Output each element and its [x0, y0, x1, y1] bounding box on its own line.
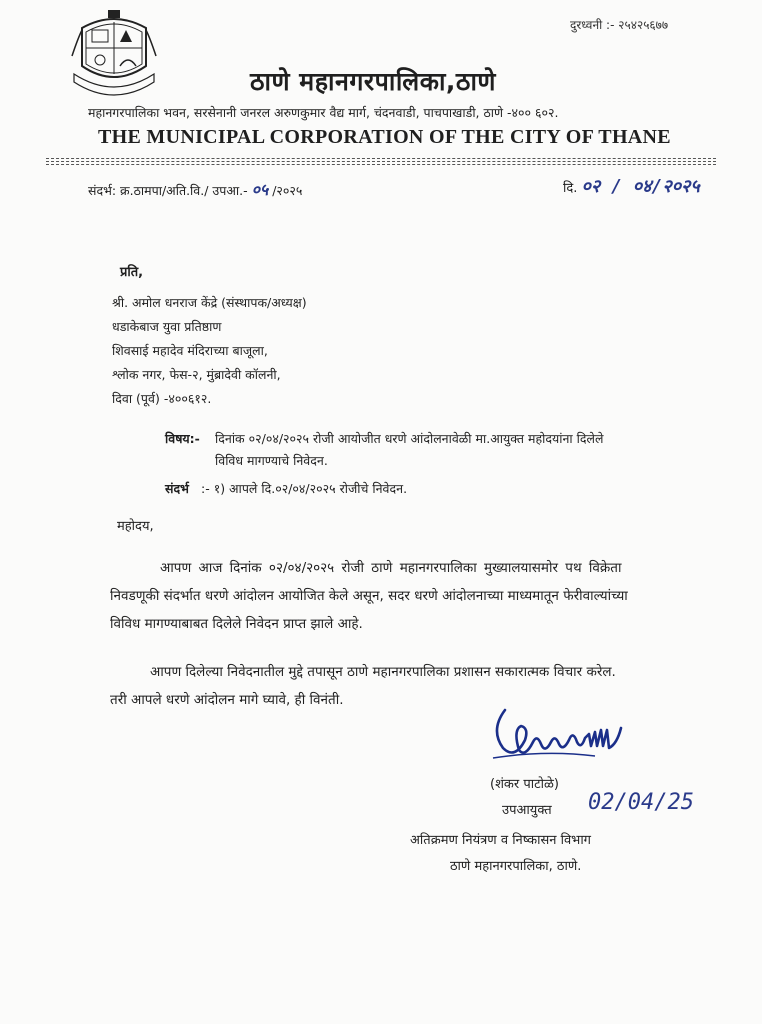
- english-title: THE MUNICIPAL CORPORATION OF THE CITY OF THANE: [98, 126, 671, 148]
- signatory-handwritten-date: 02/04/25: [588, 790, 694, 815]
- reference-number: [88, 178, 302, 200]
- paragraph-line: आपण दिलेल्या निवेदनातील मुद्दे तपासून ठाणे महानगरपालिका प्रशासन सकारात्मक विचार करेल.: [150, 664, 616, 680]
- signatory-name: (शंकर पाटोळे): [490, 777, 559, 792]
- reference-year: /२०२५: [272, 183, 303, 198]
- recipient-line: धडाकेबाज युवा प्रतिष्ठाण: [112, 319, 222, 334]
- phone-number: दुरध्वनी :- २५४२५६७७: [570, 18, 669, 32]
- subject-reference-label: संदर्भ: [165, 481, 189, 496]
- signature-icon: [485, 700, 635, 770]
- signatory-designation: उपआयुक्त: [502, 803, 552, 818]
- paragraph-line: आपण आज दिनांक ०२/०४/२०२५ रोजी ठाणे महानगरपालिका मुख्यालयासमोर पथ विक्रेता: [160, 560, 622, 576]
- signatory-department: अतिक्रमण नियंत्रण व निष्कासन विभाग: [410, 833, 592, 848]
- signatory-organization: ठाणे महानगरपालिका, ठाणे.: [450, 859, 582, 874]
- subject-label: विषय:-: [165, 431, 200, 446]
- recipient-line: शिवसाई महादेव मंदिराच्या बाजूला,: [112, 343, 268, 358]
- office-address: महानगरपालिका भवन, सरसेनानी जनरल अरुणकुमार वैद्य मार्ग, चंदनवाडी, पाचपाखाडी, ठाणे -४०० ६०२.: [88, 105, 559, 120]
- paragraph-line: निवडणूकी संदर्भात धरणे आंदोलन आयोजित केले असून, सदर धरणे आंदोलनाच्या माध्यमातून फेरीवाल्यांच्या: [110, 588, 628, 604]
- header-divider: [46, 161, 716, 162]
- salutation: महोदय,: [117, 519, 154, 534]
- subject-line: दिनांक ०२/०४/२०२५ रोजी आयोजीत धरणे आंदोलनावेळी मा.आयुक्त महोदयांना दिलेले: [215, 431, 604, 446]
- recipient-line: श्लोक नगर, फेस-२, मुंब्रादेवी कॉलनी,: [112, 367, 281, 382]
- date-handwritten: ०२ / ०४/२०२५: [581, 176, 700, 197]
- page-title: ठाणे महानगरपालिका,ठाणे: [250, 67, 497, 96]
- subject-reference-text: :- १) आपले दि.०२/०४/२०२५ रोजीचे निवेदन.: [201, 481, 408, 496]
- date-prefix: दि.: [563, 181, 578, 196]
- paragraph-line: विविध मागण्याबाबत दिलेले निवेदन प्राप्त झाले आहे.: [110, 616, 363, 632]
- paragraph-line: तरी आपले धरणे आंदोलन मागे घ्यावे, ही विनंती.: [110, 692, 344, 708]
- reference-prefix: संदर्भ: क्र.ठामपा/अति.वि./ उपआ.-: [88, 183, 248, 198]
- header-divider: [46, 158, 716, 159]
- recipient-line: दिवा (पूर्व) -४००६१२.: [112, 391, 212, 406]
- letter-date: [563, 174, 700, 198]
- header-divider: [46, 164, 716, 165]
- to-label: प्रति,: [120, 265, 144, 280]
- reference-handwritten-number: ०५: [251, 180, 269, 199]
- recipient-line: श्री. अमोल धनराज केंद्रे (संस्थापक/अध्यक्ष): [112, 295, 307, 310]
- subject-line: विविध मागण्याचे निवेदन.: [215, 453, 328, 468]
- municipal-seal-icon: [68, 8, 160, 100]
